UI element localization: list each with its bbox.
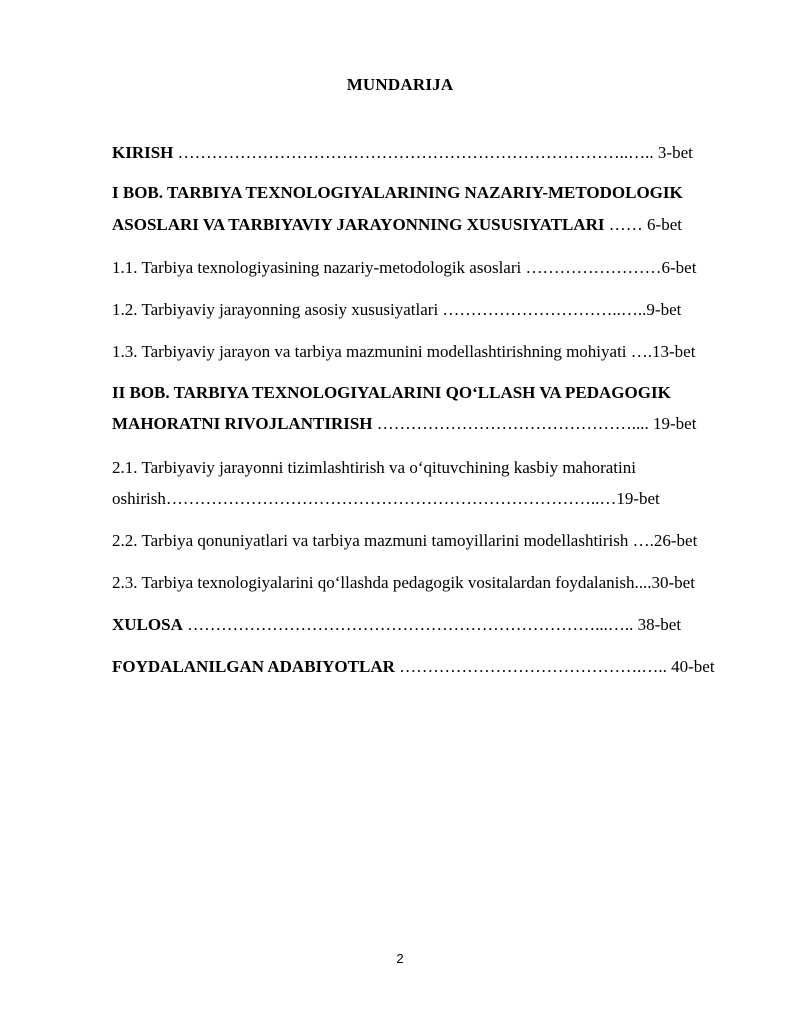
toc-entry-heading: MAHORATNI RIVOJLANTIRISH bbox=[112, 414, 373, 433]
toc-entry-heading: FOYDALANILGAN ADABIYOTLAR bbox=[112, 657, 395, 676]
toc-entry-chapter-1-line-1 bbox=[112, 182, 742, 204]
toc-entry-1-3 bbox=[112, 341, 742, 363]
toc-entry-2-1-line-2 bbox=[112, 488, 742, 510]
toc-entry-text: oshirish…………………………………………………………………..…19-bet bbox=[112, 489, 660, 508]
page-title: MUNDARIJA bbox=[346, 75, 454, 94]
toc-entry-2-3 bbox=[112, 572, 742, 594]
toc-entry-leader: …………………………………….….. 40-bet bbox=[394, 657, 715, 676]
toc-entry-text: 2.3. Tarbiya texnologiyalarini qo‘llashda pedagogik vositalardan foydalanish....30-bet bbox=[112, 573, 695, 592]
toc-entry-heading: II BOB. TARBIYA TEXNOLOGIYALARINI QO‘LLASH VA PEDAGOGIK bbox=[112, 383, 671, 402]
toc-entry-text: 2.2. Tarbiya qonuniyatlari va tarbiya mazmuni tamoyillarini modellashtirish ….26-bet bbox=[112, 531, 698, 550]
toc-entry-leader: …… 6-bet bbox=[604, 215, 682, 234]
toc-entry-heading: KIRISH bbox=[112, 143, 174, 162]
toc-entry-leader: ……………………………………………………………………..….. 3-bet bbox=[173, 143, 693, 162]
toc-entry-leader: ……………………………………….... 19-bet bbox=[372, 414, 697, 433]
toc-entry-text: 1.1. Tarbiya texnologiyasining nazariy-metodologik asoslari ……………………6-bet bbox=[112, 258, 697, 277]
toc-entry-text: 1.2. Tarbiyaviy jarayonning asosiy xususiyatlari …………………………..…..9-bet bbox=[112, 300, 682, 319]
toc-entry-adabiyotlar bbox=[112, 656, 742, 678]
toc-entry-xulosa bbox=[112, 614, 742, 636]
toc-entry-kirish bbox=[112, 142, 742, 164]
toc-entry-text: 2.1. Tarbiyaviy jarayonni tizimlashtirish va o‘qituvchining kasbiy mahoratini bbox=[112, 458, 636, 477]
toc-entry-text: 1.3. Tarbiyaviy jarayon va tarbiya mazmunini modellashtirishning mohiyati ….13-bet bbox=[112, 342, 696, 361]
toc-entry-heading: ASOSLARI VA TARBIYAVIY JARAYONNING XUSUSIYATLARI bbox=[112, 215, 605, 234]
toc-entry-leader: ………………………………………………………………...….. 38-bet bbox=[182, 615, 682, 634]
toc-entry-chapter-2-line-1 bbox=[112, 382, 742, 404]
toc-entry-2-2 bbox=[112, 530, 742, 552]
page-number: 2 bbox=[396, 951, 404, 966]
toc-entry-1-2 bbox=[112, 299, 742, 321]
toc-entry-heading: XULOSA bbox=[112, 615, 183, 634]
toc-entry-chapter-2-line-2 bbox=[112, 413, 742, 435]
toc-entry-1-1 bbox=[112, 257, 742, 279]
toc-entry-chapter-1-line-2 bbox=[112, 214, 742, 236]
toc-entry-2-1-line-1 bbox=[112, 457, 742, 479]
toc-entry-heading: I BOB. TARBIYA TEXNOLOGIYALARINING NAZARIY-METODOLOGIK bbox=[112, 183, 683, 202]
